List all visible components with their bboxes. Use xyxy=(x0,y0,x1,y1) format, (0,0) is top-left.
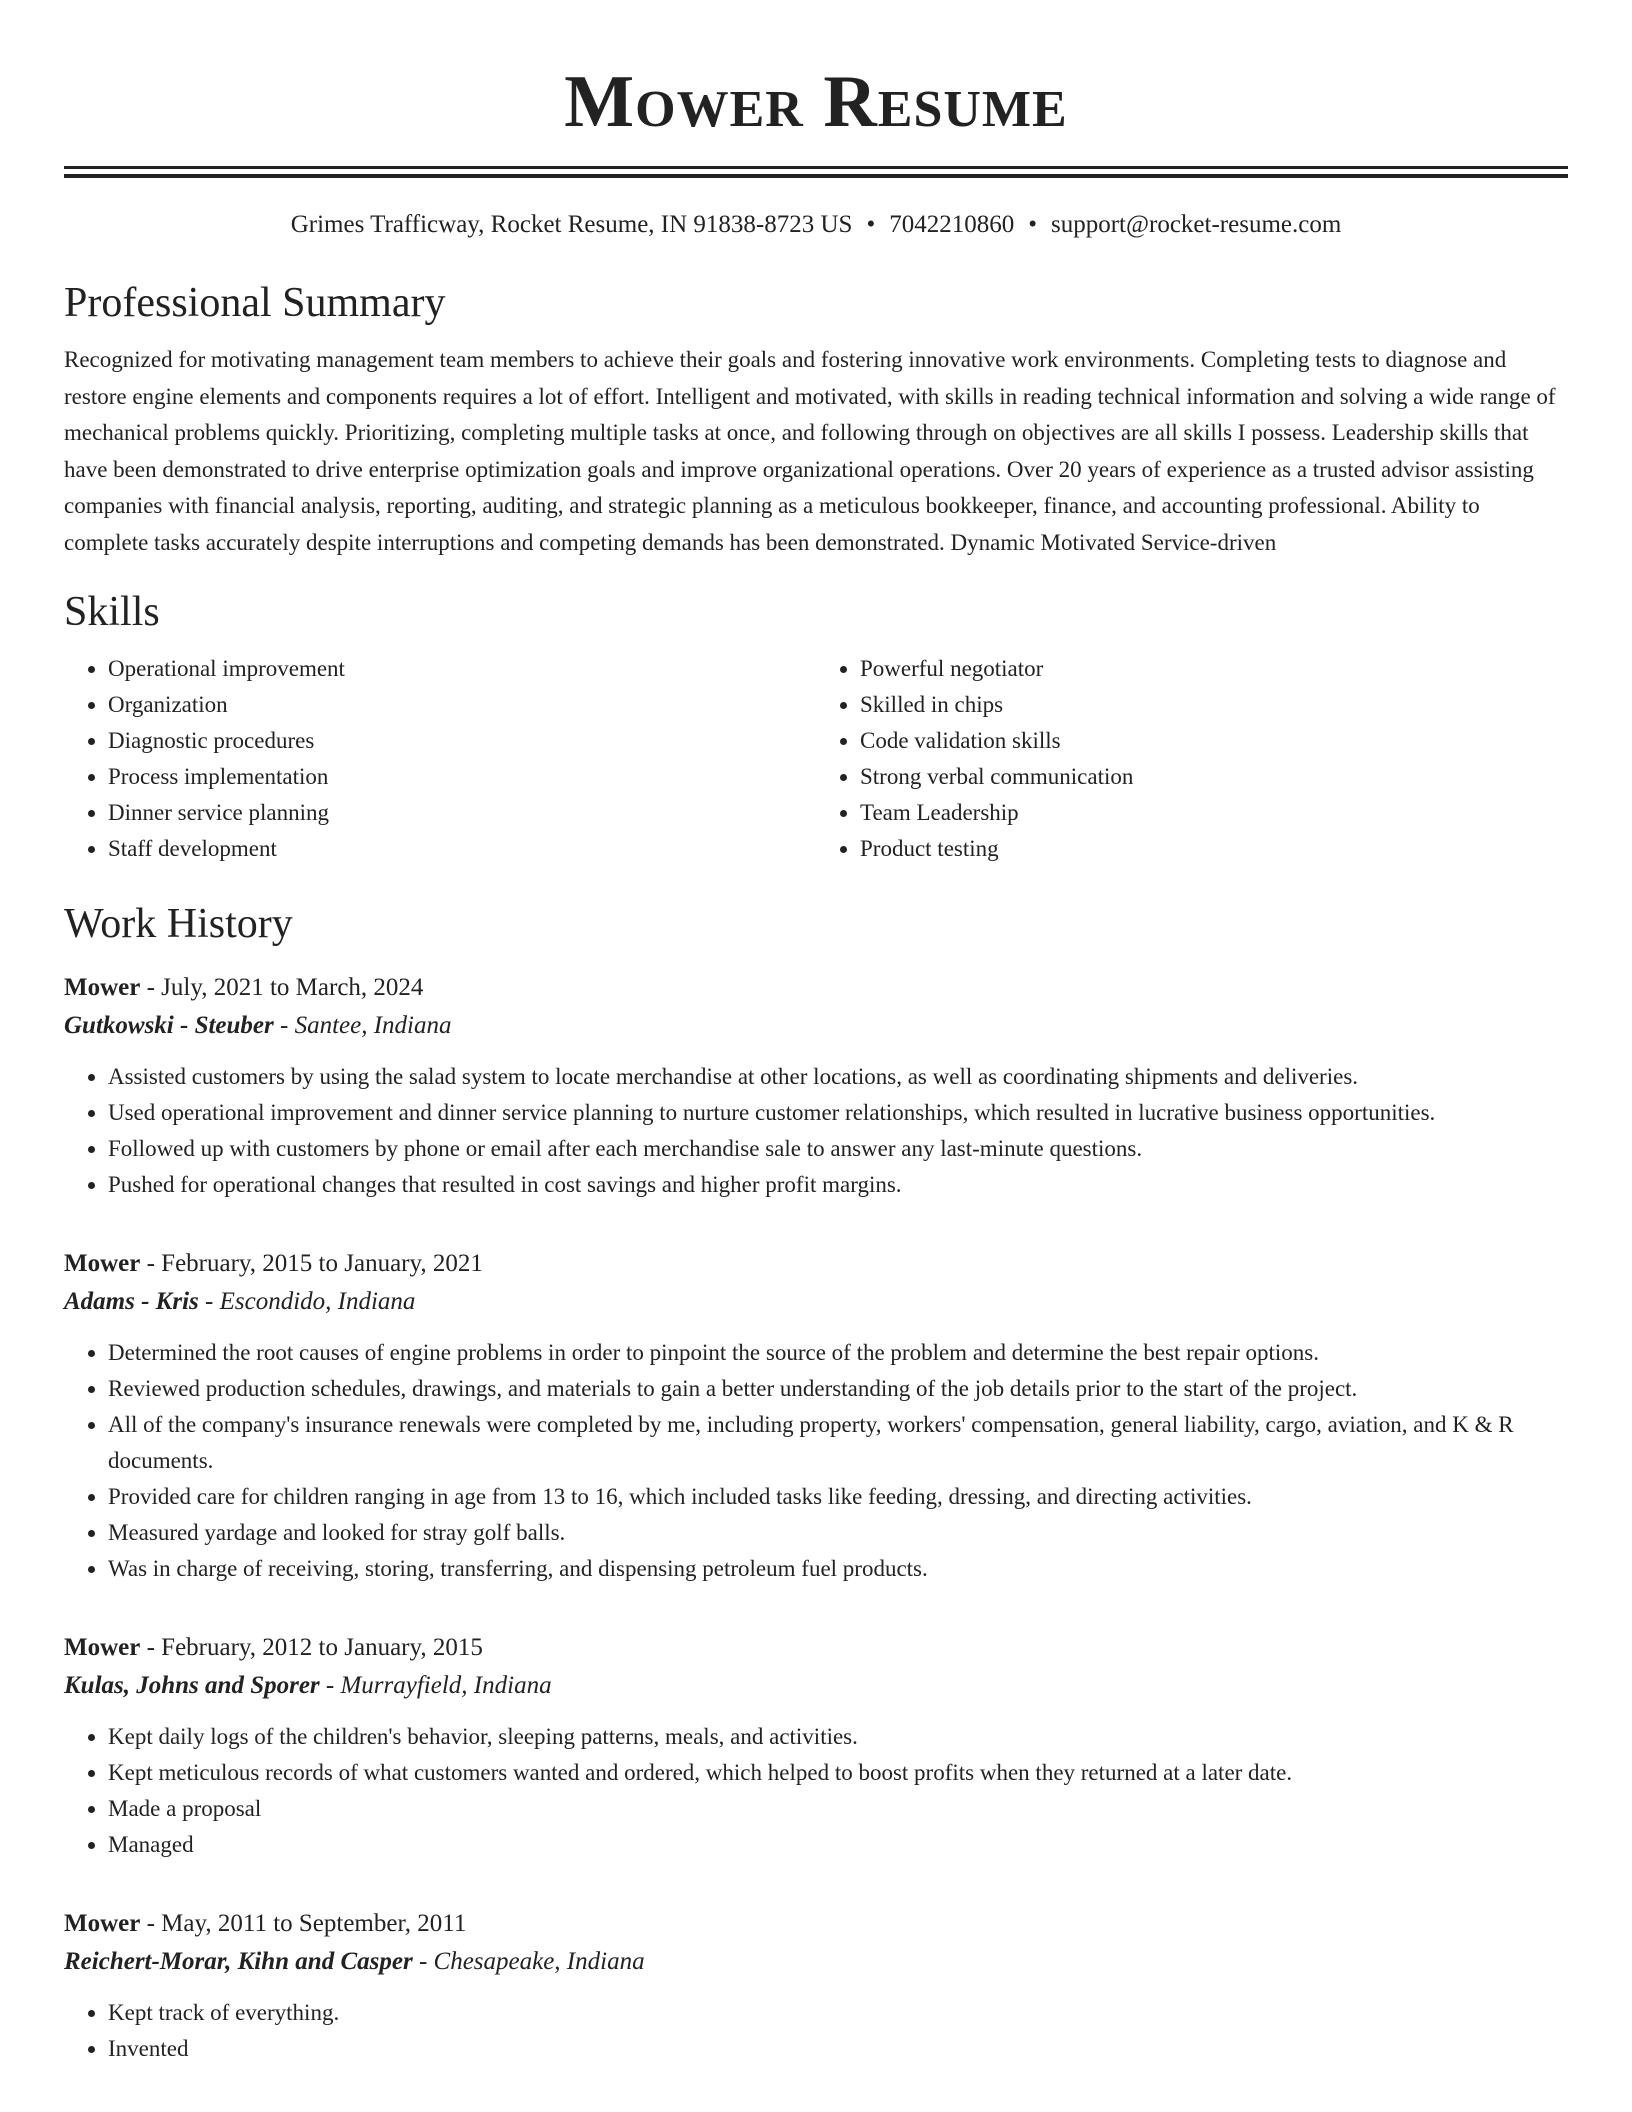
company-line: Kulas, Johns and Sporer - Murrayfield, Indiana xyxy=(64,1672,552,1699)
section-heading-summary: Professional Summary xyxy=(64,280,446,326)
job-duties-list xyxy=(64,1719,1568,1863)
job-entry xyxy=(64,1245,1568,1587)
job-duty: • Kept daily logs of the children's behavior, sleeping patterns, meals, and activities. xyxy=(108,1719,1568,1755)
skills-column-right xyxy=(816,651,1568,867)
skill-item: • Skilled in chips xyxy=(860,687,1568,723)
contact-separator: • xyxy=(1028,211,1037,238)
skill-item: • Code validation skills xyxy=(860,723,1568,759)
job-duty: • Provided care for children ranging in age from 13 to 16, which included tasks like feeding, dressing, and directing activities. xyxy=(108,1479,1568,1515)
company-location: Santee, Indiana xyxy=(294,1012,452,1039)
job-duties-list xyxy=(64,1995,1568,2067)
job-duty: • Kept meticulous records of what customers wanted and ordered, which helped to boost profits when they returned at a later date. xyxy=(108,1755,1568,1791)
job-duty: • Determined the root causes of engine problems in order to pinpoint the source of the problem and determine the best repair options. xyxy=(108,1335,1568,1371)
contact-email: support@rocket-resume.com xyxy=(1050,211,1342,238)
company-name: Adams - Kris xyxy=(64,1288,199,1315)
job-title: Mower xyxy=(64,1634,141,1661)
summary-paragraph: Recognized for motivating management team members to achieve their goals and fostering innovative work environments. Completing tests to diagnose and restore engine elements and components requires a lot of effort. Intelligent and motivated, with skills in reading technical information and solving a wide range of mechanical problems quickly. Prioritizing, completing multiple tasks at once, and following through on objectives are all skills I possess. Leadership skills that have been demonstrated to drive enterprise optimization goals and improve organizational operations. Over 20 years of experience as a trusted advisor assisting companies with financial analysis, reporting, auditing, and strategic planning as a meticulous bookkeeper, finance, and accounting professional. Ability to complete tasks accurately despite interruptions and competing demands has been demonstrated. Dynamic Motivated Service-driven xyxy=(64,347,1556,555)
job-dates: July, 2021 to March, 2024 xyxy=(161,974,424,1001)
skill-item: • Staff development xyxy=(108,831,816,867)
job-duty: • Followed up with customers by phone or email after each merchandise sale to answer any last-minute questions. xyxy=(108,1131,1568,1167)
resume-title: Mower Resume xyxy=(564,61,1068,143)
company-location: Murrayfield, Indiana xyxy=(340,1672,552,1699)
section-heading-skills: Skills xyxy=(64,589,160,635)
job-title-line: Mower - July, 2021 to March, 2024 xyxy=(64,974,424,1001)
job-title: Mower xyxy=(64,1250,141,1277)
job-duty: • Made a proposal xyxy=(108,1791,1568,1827)
company-line: Gutkowski - Steuber - Santee, Indiana xyxy=(64,1012,452,1039)
job-title: Mower xyxy=(64,1910,141,1937)
company-location: Chesapeake, Indiana xyxy=(433,1948,645,1975)
section-heading-work-history: Work History xyxy=(64,901,293,947)
job-duty: • Invented xyxy=(108,2031,1568,2067)
job-title: Mower xyxy=(64,974,141,1001)
job-duty: • Measured yardage and looked for stray golf balls. xyxy=(108,1515,1568,1551)
contact-phone: 7042210860 xyxy=(889,211,1015,238)
job-duty: • Pushed for operational changes that resulted in cost savings and higher profit margins. xyxy=(108,1167,1568,1203)
skill-item: • Operational improvement xyxy=(108,651,816,687)
company-line: Reichert-Morar, Kihn and Casper - Chesapeake, Indiana xyxy=(64,1948,645,1975)
contact-line xyxy=(64,210,1568,240)
job-dates: February, 2012 to January, 2015 xyxy=(161,1634,483,1661)
job-title-line: Mower - May, 2011 to September, 2011 xyxy=(64,1910,467,1937)
skill-item: • Dinner service planning xyxy=(108,795,816,831)
contact-address: Grimes Trafficway, Rocket Resume, IN 91838-8723 US xyxy=(290,211,853,238)
job-duty: • Kept track of everything. xyxy=(108,1995,1568,2031)
job-duty: • Reviewed production schedules, drawings, and materials to gain a better understanding of the job details prior to the start of the project. xyxy=(108,1371,1568,1407)
job-dates: May, 2011 to September, 2011 xyxy=(161,1910,467,1937)
skill-item: • Team Leadership xyxy=(860,795,1568,831)
skill-item: • Product testing xyxy=(860,831,1568,867)
job-title-line: Mower - February, 2012 to January, 2015 xyxy=(64,1634,483,1661)
company-name: Reichert-Morar, Kihn and Casper xyxy=(64,1948,413,1975)
company-location: Escondido, Indiana xyxy=(219,1288,416,1315)
job-duty: • Was in charge of receiving, storing, transferring, and dispensing petroleum fuel products. xyxy=(108,1551,1568,1587)
contact-separator: • xyxy=(866,211,876,238)
skills-column-left xyxy=(64,651,816,867)
job-title-line: Mower - February, 2015 to January, 2021 xyxy=(64,1250,483,1277)
skill-item: • Organization xyxy=(108,687,816,723)
skill-item: • Process implementation xyxy=(108,759,816,795)
job-duties-list xyxy=(64,1335,1568,1587)
skill-item: • Strong verbal communication xyxy=(860,759,1568,795)
job-duty: • Assisted customers by using the salad system to locate merchandise at other locations, as well as coordinating shipments and deliveries. xyxy=(108,1059,1568,1095)
job-entry xyxy=(64,1905,1568,2067)
job-duty: • All of the company's insurance renewals were completed by me, including property, workers' compensation, general liability, cargo, aviation, and K & R documents. xyxy=(108,1407,1568,1479)
title-double-rule xyxy=(64,166,1568,178)
skill-item: • Powerful negotiator xyxy=(860,651,1568,687)
job-duty: • Managed xyxy=(108,1827,1568,1863)
company-line: Adams - Kris - Escondido, Indiana xyxy=(64,1288,416,1315)
job-duty: • Used operational improvement and dinner service planning to nurture customer relationships, which resulted in lucrative business opportunities. xyxy=(108,1095,1568,1131)
skills-grid xyxy=(64,651,1568,867)
company-name: Kulas, Johns and Sporer xyxy=(64,1672,320,1699)
company-name: Gutkowski - Steuber xyxy=(64,1012,274,1039)
job-entry xyxy=(64,1629,1568,1863)
skill-item: • Diagnostic procedures xyxy=(108,723,816,759)
job-dates: February, 2015 to January, 2021 xyxy=(161,1250,483,1277)
job-entry xyxy=(64,969,1568,1203)
job-duties-list xyxy=(64,1059,1568,1203)
